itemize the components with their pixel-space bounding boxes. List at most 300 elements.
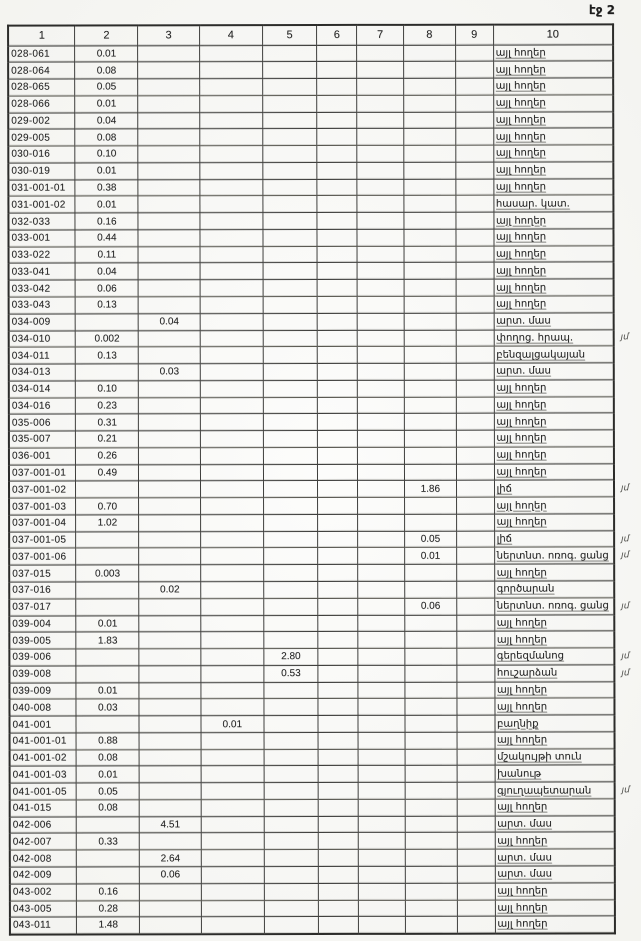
column-header-8: 8 [403, 25, 455, 45]
value-cell [201, 598, 264, 615]
table-row [8, 229, 639, 247]
table-row [8, 95, 639, 113]
value-cell [139, 531, 201, 548]
value-cell [200, 280, 263, 297]
value-cell [404, 330, 456, 347]
value-cell [200, 95, 263, 112]
value-cell [456, 514, 494, 531]
value-cell [357, 330, 404, 347]
value-cell [456, 413, 494, 430]
parcel-code-cell: 037-015 [9, 565, 76, 582]
value-cell [318, 498, 358, 515]
value-cell [456, 581, 494, 598]
value-cell [405, 749, 457, 766]
land-use-cell: հասար. կատ. [493, 195, 613, 212]
table-wrapper [7, 23, 641, 935]
land-use-cell: այլ հողեր [493, 78, 613, 95]
value-cell [201, 649, 264, 666]
margin-note [614, 631, 640, 648]
value-cell: 0.01 [75, 96, 138, 113]
value-cell [358, 699, 405, 716]
value-cell [139, 448, 201, 465]
table-row [10, 849, 641, 867]
column-header-2: 2 [75, 25, 138, 45]
value-cell [263, 296, 318, 313]
parcel-code-cell: 028-065 [8, 79, 75, 96]
land-use-cell: փողոց. հրապ. [494, 329, 614, 346]
value-cell [263, 263, 318, 280]
value-cell [201, 615, 264, 632]
land-use-cell: խանութ [495, 765, 615, 782]
parcel-code-cell: 028-061 [8, 46, 75, 63]
parcel-code-cell: 037-001-01 [9, 465, 76, 482]
value-cell [200, 230, 263, 247]
value-cell [404, 61, 456, 78]
parcel-code-cell: 042-009 [10, 867, 77, 884]
value-cell [358, 430, 405, 447]
value-cell [263, 582, 318, 599]
value-cell [358, 866, 405, 883]
land-use-cell: այլ հողեր [494, 380, 614, 397]
margin-note [614, 447, 640, 464]
value-cell [405, 799, 457, 816]
value-cell [456, 564, 494, 581]
value-cell: 0.03 [138, 364, 200, 381]
parcel-code-cell: 033-022 [9, 247, 76, 264]
parcel-code-cell: 034-016 [9, 398, 76, 415]
value-cell [201, 531, 264, 548]
value-cell [139, 498, 201, 515]
value-cell [138, 230, 200, 247]
value-cell [404, 263, 456, 280]
table-row [10, 732, 641, 750]
value-cell [457, 648, 495, 665]
value-cell: 0.05 [77, 783, 140, 800]
value-cell [455, 112, 493, 129]
value-cell [456, 229, 494, 246]
value-cell [457, 715, 495, 732]
value-cell [456, 196, 494, 213]
value-cell [200, 297, 263, 314]
value-cell [264, 749, 319, 766]
value-cell [404, 430, 456, 447]
value-cell [200, 263, 263, 280]
value-cell [138, 280, 200, 297]
value-cell: 1.83 [76, 632, 139, 649]
value-cell [262, 179, 317, 196]
value-cell [138, 96, 200, 113]
land-use-cell: այլ հողեր [493, 44, 613, 61]
table-row [9, 631, 640, 649]
parcel-code-cell: 043-005 [10, 901, 77, 918]
value-cell [77, 867, 140, 884]
value-cell [263, 565, 318, 582]
value-cell [455, 78, 493, 95]
table-row [9, 514, 640, 532]
margin-note: յմ [621, 533, 630, 544]
value-cell [405, 715, 457, 732]
value-cell [457, 916, 495, 933]
value-cell [317, 280, 357, 297]
value-cell [358, 665, 405, 682]
value-cell: 0.04 [138, 314, 200, 331]
parcel-code-cell: 037-001-02 [9, 481, 76, 498]
parcel-code-cell: 030-016 [8, 146, 75, 163]
value-cell [404, 279, 456, 296]
value-cell [358, 514, 405, 531]
value-cell [404, 112, 456, 129]
value-cell [457, 816, 495, 833]
value-cell [262, 162, 317, 179]
land-use-cell: այլ հողեր [494, 396, 614, 413]
value-cell [405, 833, 457, 850]
land-use-cell: գործարան [494, 581, 614, 598]
value-cell [263, 380, 318, 397]
value-cell [457, 782, 495, 799]
value-cell [405, 900, 457, 917]
table-row [8, 212, 639, 230]
value-cell [404, 296, 456, 313]
table-row [10, 832, 641, 850]
value-cell [201, 900, 264, 917]
value-cell [138, 129, 200, 146]
table-row [10, 816, 641, 834]
value-cell: 0.003 [76, 565, 139, 582]
value-cell [138, 112, 200, 129]
value-cell [456, 179, 494, 196]
value-cell [318, 548, 358, 565]
value-cell [317, 246, 357, 263]
value-cell [357, 313, 404, 330]
value-cell [263, 364, 318, 381]
value-cell [317, 95, 357, 112]
land-use-cell: այլ հողեր [493, 111, 613, 128]
value-cell [404, 380, 456, 397]
value-cell [319, 783, 359, 800]
margin-note [614, 380, 640, 397]
parcel-code-cell: 035-006 [9, 414, 76, 431]
parcel-code-cell: 042-007 [10, 834, 77, 851]
parcel-code-cell: 034-011 [9, 347, 76, 364]
value-cell [138, 246, 200, 263]
land-use-cell: այլ հողեր [494, 262, 614, 279]
value-cell [404, 95, 456, 112]
value-cell [262, 62, 317, 79]
value-cell [263, 431, 318, 448]
value-cell [457, 682, 495, 699]
value-cell [456, 481, 494, 498]
value-cell [140, 900, 202, 917]
value-cell [319, 866, 359, 883]
value-cell [317, 162, 357, 179]
value-cell [358, 682, 405, 699]
land-use-cell: այլ հողեր [495, 916, 615, 933]
margin-note [614, 413, 640, 430]
value-cell [357, 212, 404, 229]
table-row [9, 262, 640, 280]
value-cell: 0.53 [264, 665, 319, 682]
column-header-7: 7 [357, 25, 404, 45]
table-row [9, 531, 640, 549]
value-cell [358, 850, 405, 867]
value-cell [200, 431, 263, 448]
value-cell [357, 78, 404, 95]
margin-note [613, 78, 639, 95]
value-cell [318, 313, 358, 330]
land-use-cell: հուշարձան [494, 665, 614, 682]
value-cell [138, 179, 200, 196]
value-cell [201, 582, 264, 599]
column-header-10: 10 [493, 24, 613, 44]
margin-note [614, 363, 640, 380]
value-cell [456, 313, 494, 330]
value-cell [318, 481, 358, 498]
value-cell [76, 599, 139, 616]
value-cell [262, 146, 317, 163]
value-cell [359, 900, 406, 917]
value-cell [139, 548, 201, 565]
value-cell: 0.13 [76, 347, 139, 364]
value-cell [200, 364, 263, 381]
value-cell [201, 800, 264, 817]
value-cell [201, 850, 264, 867]
column-header-1: 1 [8, 26, 75, 46]
value-cell: 0.01 [77, 766, 140, 783]
value-cell [404, 414, 456, 431]
margin-note [615, 765, 641, 782]
value-cell [138, 196, 200, 213]
land-use-cell: գերեզմանոց [494, 648, 614, 665]
value-cell [139, 632, 201, 649]
value-cell [357, 145, 404, 162]
value-cell [358, 414, 405, 431]
value-cell: 1.02 [76, 515, 139, 532]
table-row [9, 447, 640, 465]
land-use-cell: այլ հողեր [493, 162, 613, 179]
value-cell [264, 732, 319, 749]
value-cell: 0.05 [405, 531, 457, 548]
value-cell [200, 213, 263, 230]
value-cell [456, 548, 494, 565]
value-cell [318, 766, 358, 783]
table-row [8, 128, 639, 146]
table-row [9, 430, 640, 448]
value-cell [262, 129, 317, 146]
value-cell [358, 783, 405, 800]
value-cell [264, 850, 319, 867]
value-cell: 0.002 [76, 330, 139, 347]
value-cell [263, 531, 318, 548]
value-cell [403, 45, 455, 62]
value-cell [201, 766, 264, 783]
table-row [9, 296, 640, 314]
value-cell [456, 162, 494, 179]
value-cell [457, 799, 495, 816]
value-cell [263, 280, 318, 297]
parcel-code-cell: 037-016 [9, 582, 76, 599]
margin-note [613, 246, 639, 263]
value-cell [76, 481, 139, 498]
value-cell [405, 682, 457, 699]
table-row [9, 480, 640, 498]
value-cell [358, 648, 405, 665]
value-cell [139, 464, 201, 481]
value-cell [358, 715, 405, 732]
table-row [10, 765, 641, 783]
margin-note [614, 430, 640, 447]
value-cell [317, 45, 357, 62]
value-cell [318, 732, 358, 749]
parcel-code-cell: 041-001-01 [10, 733, 77, 750]
table-row [9, 547, 640, 565]
value-cell [264, 816, 319, 833]
value-cell [139, 766, 201, 783]
value-cell [405, 917, 457, 934]
value-cell [317, 179, 357, 196]
land-use-cell: արտ. մաս [494, 363, 614, 380]
land-use-cell: արտ. մաս [495, 849, 615, 866]
value-cell [139, 414, 201, 431]
value-cell [404, 162, 456, 179]
value-cell [201, 783, 264, 800]
value-cell [404, 78, 456, 95]
table-row [9, 698, 640, 716]
margin-note: յմ [620, 483, 630, 494]
margin-note [613, 111, 639, 128]
value-cell: 1.86 [404, 481, 456, 498]
value-cell [358, 732, 405, 749]
value-cell [77, 850, 140, 867]
value-cell [456, 279, 494, 296]
table-row [9, 279, 640, 297]
value-cell [200, 380, 263, 397]
value-cell [263, 464, 318, 481]
value-cell [318, 431, 358, 448]
value-cell [404, 497, 456, 514]
value-cell [357, 95, 404, 112]
value-cell [319, 900, 359, 917]
margin-note [613, 162, 639, 179]
value-cell [262, 95, 317, 112]
land-use-cell: այլ հողեր [494, 430, 614, 447]
table-row [8, 178, 639, 196]
value-cell [405, 766, 457, 783]
value-cell [358, 481, 405, 498]
land-use-cell: այլ հողեր [493, 145, 613, 162]
value-cell [263, 632, 318, 649]
margin-note [614, 313, 640, 330]
value-cell [264, 699, 319, 716]
table-row [10, 866, 641, 884]
value-cell [358, 447, 405, 464]
value-cell: 0.02 [139, 582, 201, 599]
value-cell [357, 397, 404, 414]
value-cell [358, 615, 405, 632]
page-number-label: էջ 2 [588, 3, 615, 17]
value-cell [200, 347, 263, 364]
value-cell [76, 548, 139, 565]
value-cell: 0.01 [76, 615, 139, 632]
value-cell [201, 682, 264, 699]
value-cell [263, 313, 318, 330]
table-row [9, 329, 640, 347]
value-cell [456, 296, 494, 313]
value-cell [357, 380, 404, 397]
value-cell [318, 632, 358, 649]
value-cell [200, 397, 263, 414]
land-use-cell: արտ. մաս [495, 866, 615, 883]
column-header-4: 4 [199, 25, 262, 45]
value-cell [405, 665, 457, 682]
value-cell: 0.01 [75, 196, 138, 213]
parcel-code-cell: 033-001 [8, 230, 75, 247]
margin-note [613, 44, 639, 61]
value-cell: 0.08 [75, 129, 138, 146]
value-cell [318, 330, 358, 347]
value-cell [455, 61, 493, 78]
parcel-code-cell: 031-001-02 [8, 196, 75, 213]
value-cell [457, 749, 495, 766]
value-cell [263, 347, 318, 364]
value-cell [200, 448, 263, 465]
value-cell: 0.11 [75, 247, 138, 264]
value-cell [200, 464, 263, 481]
value-cell: 0.01 [75, 45, 138, 62]
land-use-cell: ներտնտ. ոռոգ. ցանց [494, 598, 614, 615]
value-cell [455, 95, 493, 112]
value-cell [138, 213, 200, 230]
value-cell [317, 196, 357, 213]
value-cell [318, 464, 358, 481]
value-cell [76, 649, 139, 666]
parcel-code-cell: 034-010 [9, 331, 76, 348]
land-use-cell: այլ հողեր [494, 279, 614, 296]
value-cell: 0.16 [75, 213, 138, 230]
parcel-code-cell: 034-009 [9, 314, 76, 331]
land-use-cell: այլ հողեր [494, 497, 614, 514]
land-use-cell: այլ հողեր [493, 61, 613, 78]
value-cell [318, 565, 358, 582]
value-cell [200, 330, 263, 347]
value-cell [404, 397, 456, 414]
margin-note: յմ [621, 601, 630, 612]
table-row [9, 463, 640, 481]
land-use-cell: այլ հողեր [494, 464, 614, 481]
value-cell [318, 531, 358, 548]
table-row [9, 363, 640, 381]
value-cell [317, 62, 357, 79]
value-cell [457, 883, 495, 900]
value-cell [139, 682, 201, 699]
parcel-code-cell: 035-007 [9, 431, 76, 448]
land-use-cell: այլ հողեր [494, 564, 614, 581]
value-cell [138, 297, 200, 314]
value-cell [264, 799, 319, 816]
land-use-cell: այլ հողեր [493, 128, 613, 145]
value-cell [318, 615, 358, 632]
table-row [10, 748, 641, 766]
value-cell [456, 430, 494, 447]
parcel-code-cell: 037-001-03 [9, 498, 76, 515]
value-cell [318, 296, 358, 313]
value-cell [264, 917, 319, 934]
parcel-code-cell: 039-004 [9, 616, 76, 633]
column-header-5: 5 [262, 25, 317, 45]
value-cell [263, 397, 318, 414]
value-cell [358, 565, 405, 582]
margin-note [614, 564, 640, 581]
value-cell [318, 716, 358, 733]
